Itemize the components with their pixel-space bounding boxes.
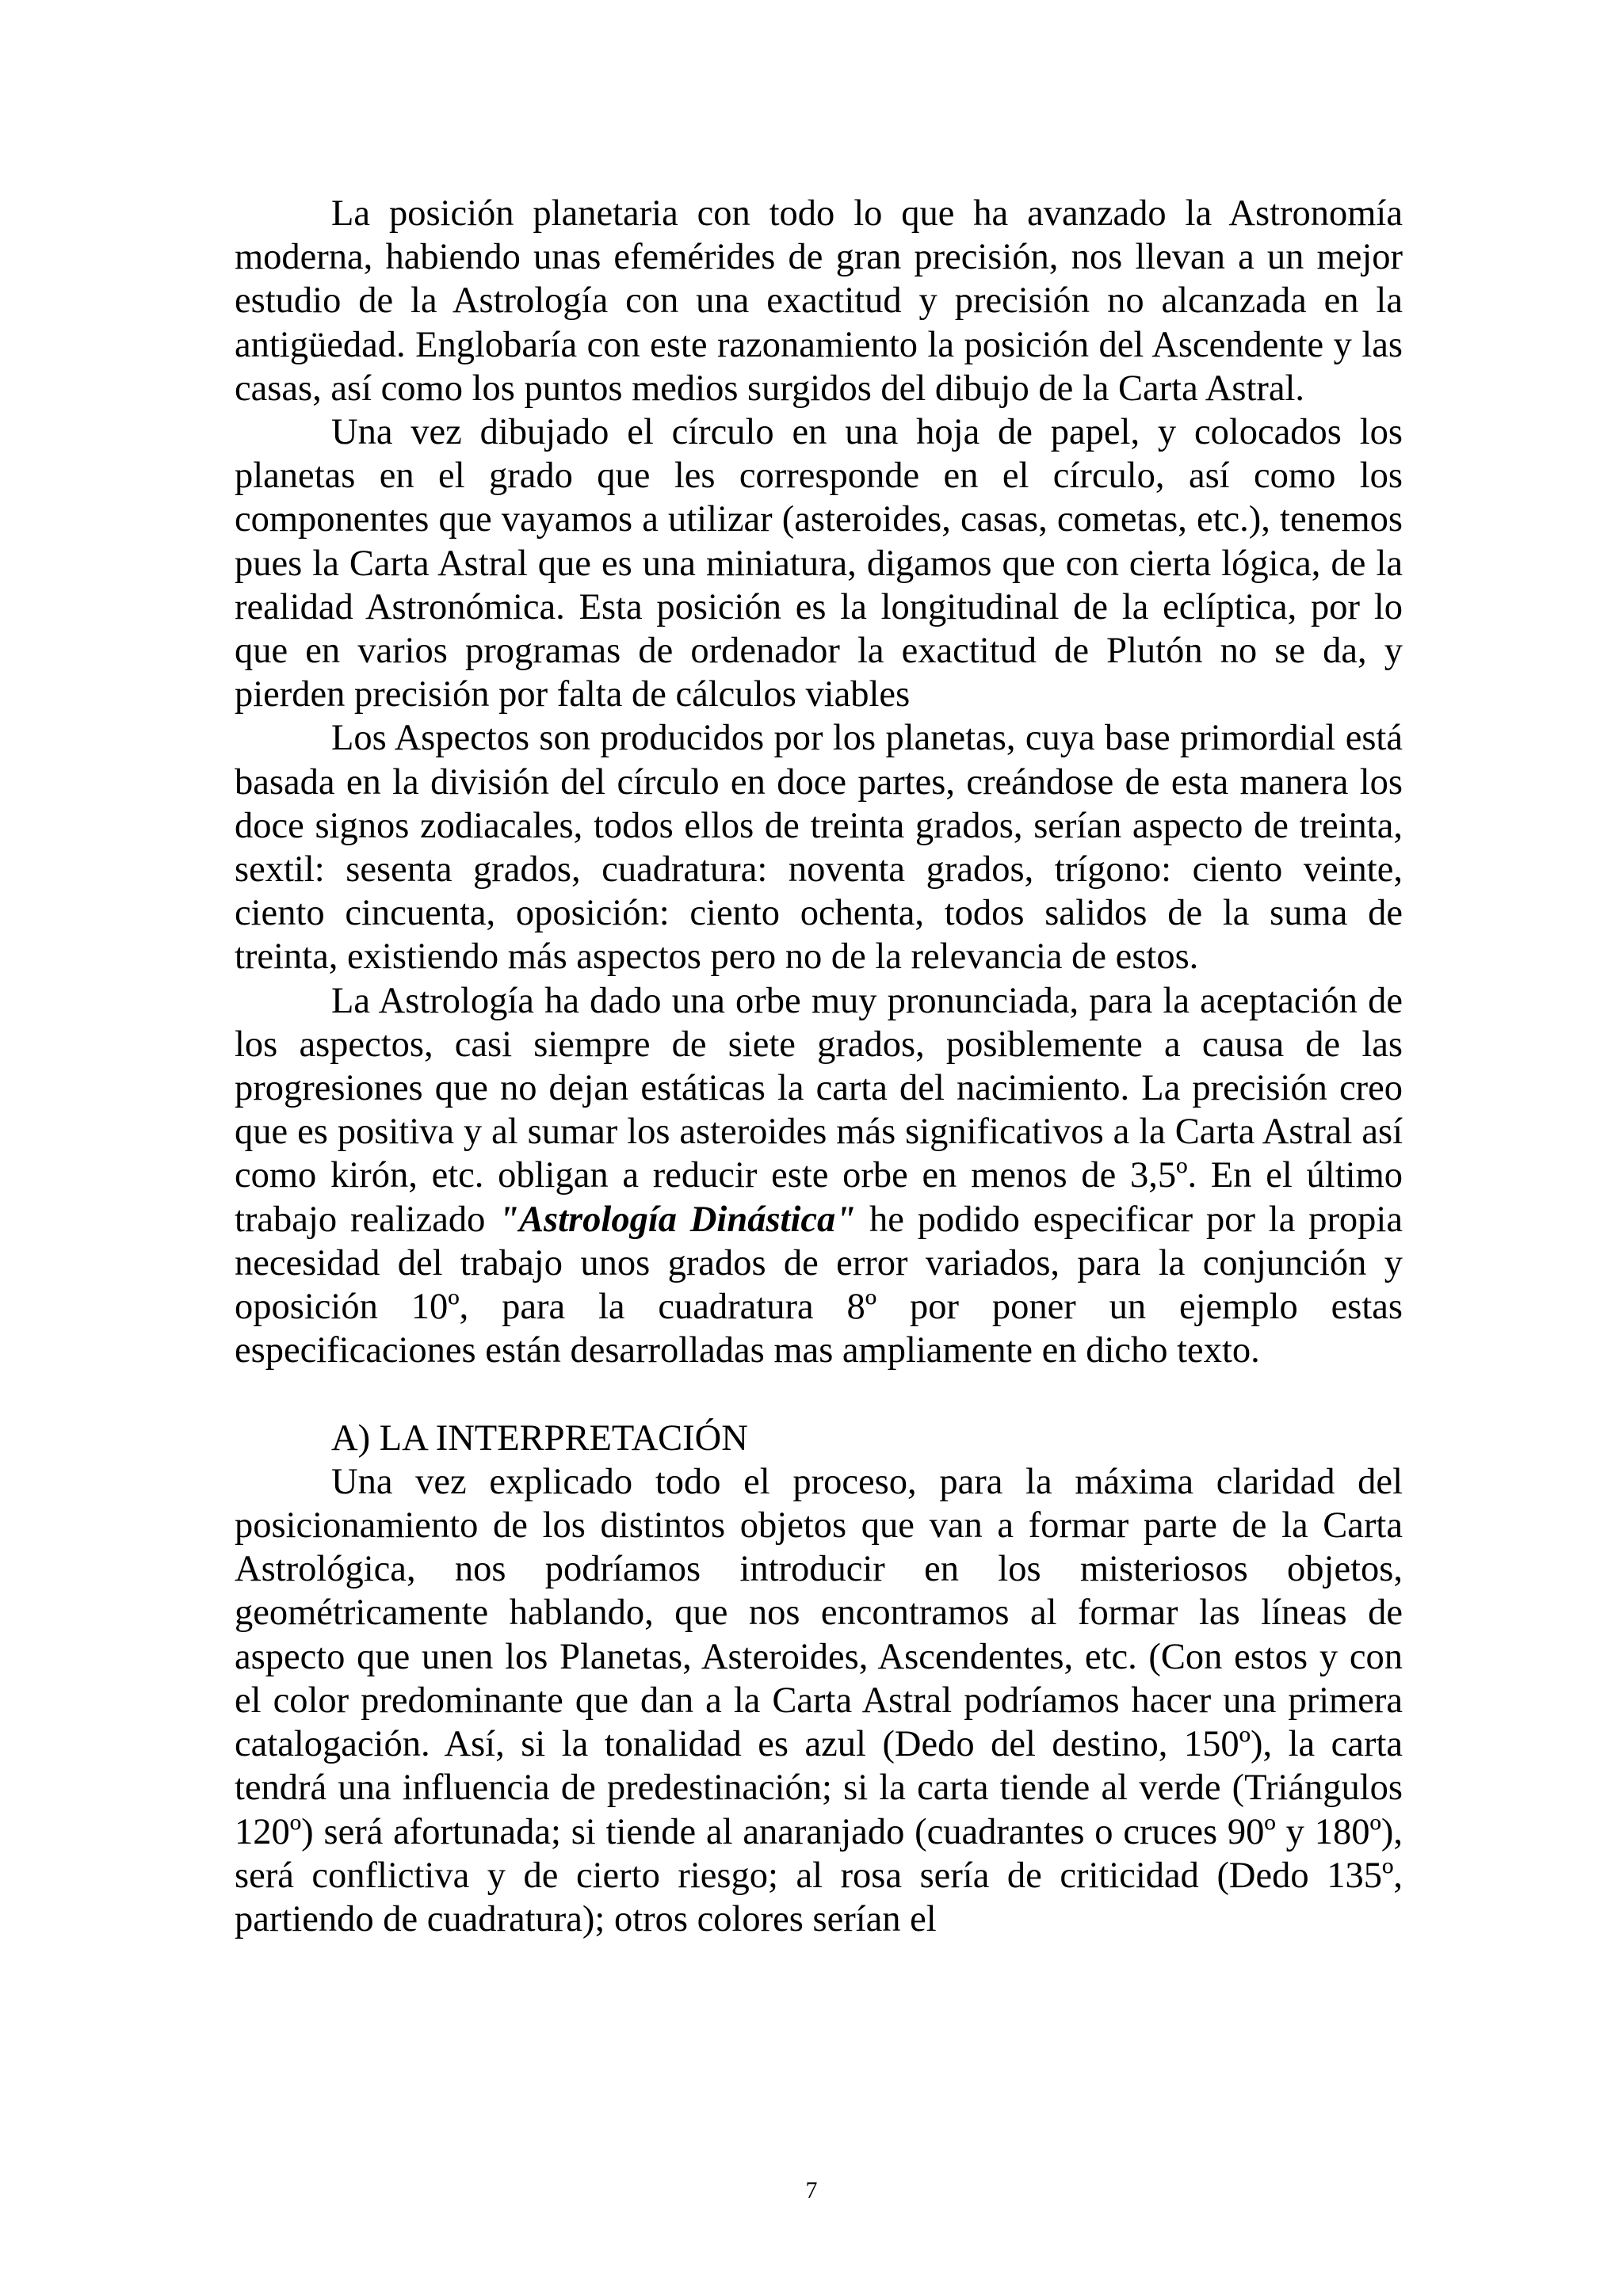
paragraph-3: Los Aspectos son producidos por los planetas, cuya base primordial está basada en la división del círculo en doce partes, creándose de esta manera los doce signos zodiacales, todos ellos de treinta grados, serían aspecto de treinta, sextil: sesenta grados, cuadratura: noventa grados, trígono: ciento veinte, ciento cincuenta, oposición: ciento ochenta, todos salidos de la suma de treinta, existiendo más aspectos pero no de la relevancia de estos. (235, 718, 1403, 978)
book-title-emphasis: "Astrología Dinástica" (498, 1199, 857, 1240)
paragraph-4-text-after: he podido especificar por la propia necesidad del trabajo unos grados de error variados, para la conjunción y oposición 10º, para la cuadratura 8º por poner un ejemplo estas especificaciones están desarrolladas mas ampliamente en dicho texto. (235, 1199, 1403, 1371)
paragraph-5: Una vez explicado todo el proceso, para la máxima claridad del posicionamiento de los distintos objetos que van a formar parte de la Carta Astrológica, nos podríamos introducir en los misteriosos objetos, geométricamente hablando, que nos encontramos al formar las líneas de aspecto que unen los Planetas, Asteroides, Ascendentes, etc. (Con estos y con el color predominante que dan a la Carta Astral podríamos hacer una primera catalogación. Así, si la tonalidad es azul (Dedo del destino, 150º), la carta tendrá una influencia de predestinación; si la carta tiende al verde (Triángulos 120º) será afortunada; si tiende al anaranjado (cuadrantes o cruces 90º y 180º), será conflictiva y de cierto riesgo; al rosa sería de criticidad (Dedo 135º, partiendo de cuadratura); otros colores serían el (235, 1461, 1403, 1939)
body-text (235, 192, 1403, 1941)
paragraph-4 (235, 979, 1403, 1373)
page-number: 7 (805, 2177, 818, 2203)
paragraph-4-text-before: La Astrología ha dado una orbe muy pronunciada, para la aceptación de los aspectos, casi siempre de siete grados, posiblemente a causa de las progresiones que no dejan estáticas la carta del nacimiento. La precisión creo que es positiva y al sumar los asteroides más significativos a la Carta Astral así como kirón, etc. obligan a reducir este orbe en menos de 3,5º. En el último trabajo realizado (235, 980, 1403, 1240)
paragraph-1: La posición planetaria con todo lo que ha avanzado la Astronomía moderna, habiendo unas efemérides de gran precisión, nos llevan a un mejor estudio de la Astrología con una exactitud y precisión no alcanzada en la antigüedad. Englobaría con este razonamiento la posición del Ascendente y las casas, así como los puntos medios surgidos del dibujo de la Carta Astral. (235, 193, 1403, 409)
section-heading: A) LA INTERPRETACIÓN (331, 1417, 748, 1459)
paragraph-2: Una vez dibujado el círculo en una hoja de papel, y colocados los planetas en el grado que les corresponde en el círculo, así como los componentes que vayamos a utilizar (asteroides, casas, cometas, etc.), tenemos pues la Carta Astral que es una miniatura, digamos que con cierta lógica, de la realidad Astronómica. Esta posición es la longitudinal de la eclíptica, por lo que en varios programas de ordenador la exactitud de Plutón no se da, y pierden precisión por falta de cálculos viables (235, 412, 1403, 715)
